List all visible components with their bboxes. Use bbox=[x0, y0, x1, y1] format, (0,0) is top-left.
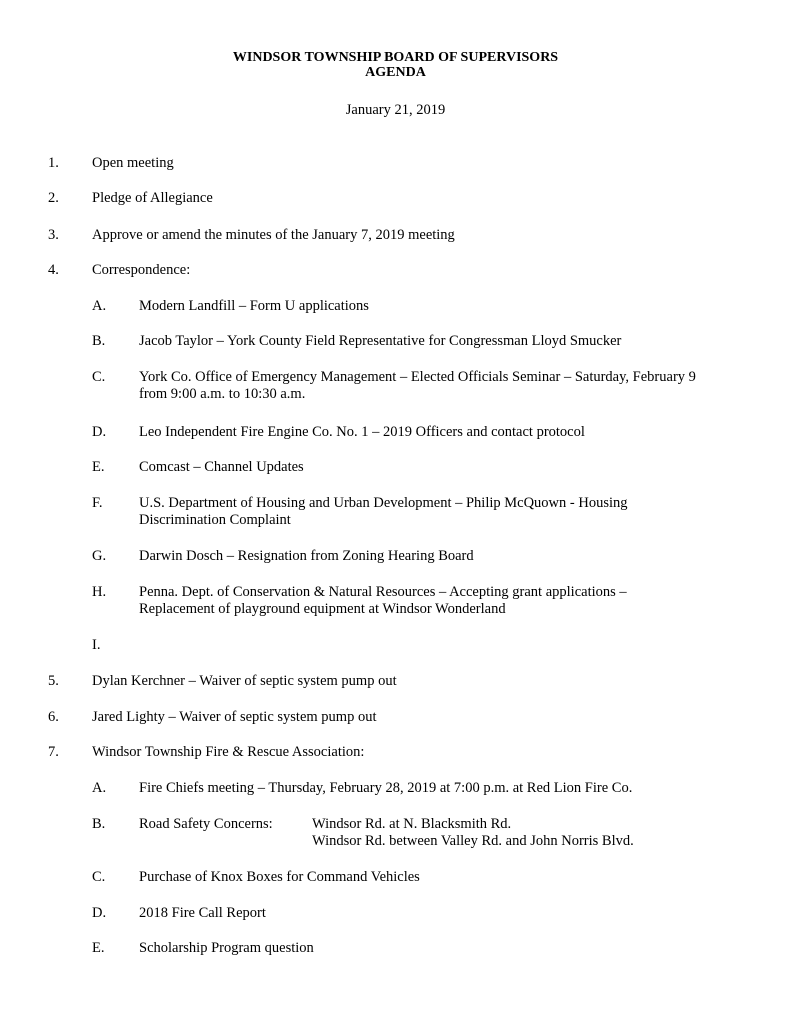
item-number: 5. bbox=[48, 673, 59, 689]
sub-item-text: Purchase of Knox Boxes for Command Vehicles bbox=[139, 869, 420, 885]
sub-item-text-continued: Replacement of playground equipment at Windsor Wonderland bbox=[139, 601, 506, 617]
sub-item-letter: A. bbox=[92, 298, 107, 314]
sub-item-letter: H. bbox=[92, 584, 107, 600]
document-title: WINDSOR TOWNSHIP BOARD OF SUPERVISORS bbox=[232, 50, 559, 65]
sub-item-text: Modern Landfill – Form U applications bbox=[139, 298, 369, 314]
item-number: 4. bbox=[48, 262, 59, 278]
sub-item-letter: C. bbox=[92, 369, 106, 385]
sub-item-letter: D. bbox=[92, 424, 107, 440]
sub-item-text: 2018 Fire Call Report bbox=[139, 905, 266, 921]
document-subtitle: AGENDA bbox=[365, 65, 426, 80]
sub-item-letter: B. bbox=[92, 816, 106, 832]
sub-item-letter: I. bbox=[92, 637, 101, 653]
sub-item-text: Jacob Taylor – York County Field Representative for Congressman Lloyd Smucker bbox=[139, 333, 622, 349]
item-number: 2. bbox=[48, 190, 59, 206]
sub-item-letter: G. bbox=[92, 548, 107, 564]
sub-item-letter: E. bbox=[92, 459, 105, 475]
item-number: 7. bbox=[48, 744, 59, 760]
item-text: Jared Lighty – Waiver of septic system pump out bbox=[92, 709, 377, 725]
meeting-date: January 21, 2019 bbox=[345, 102, 446, 118]
sub-item-text: Comcast – Channel Updates bbox=[139, 459, 304, 475]
item-number: 6. bbox=[48, 709, 59, 725]
sub-item-text: U.S. Department of Housing and Urban Development – Philip McQuown - Housing bbox=[139, 495, 628, 511]
sub-item-text: Fire Chiefs meeting – Thursday, February 28, 2019 at 7:00 p.m. at Red Lion Fire Co. bbox=[139, 780, 633, 796]
item-text: Approve or amend the minutes of the January 7, 2019 meeting bbox=[92, 227, 455, 243]
item-text: Windsor Township Fire & Rescue Association: bbox=[92, 744, 365, 760]
sub-item-text-continued: Discrimination Complaint bbox=[139, 512, 291, 528]
sub-item-text: Penna. Dept. of Conservation & Natural Resources – Accepting grant applications – bbox=[139, 584, 627, 600]
item-text: Open meeting bbox=[92, 155, 174, 171]
sub-item-letter: B. bbox=[92, 333, 106, 349]
sub-item-letter: D. bbox=[92, 905, 107, 921]
road-location: Windsor Rd. at N. Blacksmith Rd. bbox=[312, 816, 512, 832]
sub-item-letter: F. bbox=[92, 495, 103, 511]
item-text: Correspondence: bbox=[92, 262, 191, 278]
item-number: 3. bbox=[48, 227, 59, 243]
sub-item-text: Darwin Dosch – Resignation from Zoning Hearing Board bbox=[139, 548, 474, 564]
sub-item-letter: C. bbox=[92, 869, 106, 885]
sub-item-text: Road Safety Concerns: bbox=[139, 816, 273, 832]
sub-item-letter: E. bbox=[92, 940, 105, 956]
item-text: Pledge of Allegiance bbox=[92, 190, 213, 206]
sub-item-text-continued: from 9:00 a.m. to 10:30 a.m. bbox=[139, 386, 306, 402]
item-number: 1. bbox=[48, 155, 59, 171]
sub-item-text: Leo Independent Fire Engine Co. No. 1 – 2019 Officers and contact protocol bbox=[139, 424, 585, 440]
road-location: Windsor Rd. between Valley Rd. and John Norris Blvd. bbox=[312, 833, 634, 849]
item-text: Dylan Kerchner – Waiver of septic system pump out bbox=[92, 673, 397, 689]
sub-item-text: York Co. Office of Emergency Management – Elected Officials Seminar – Saturday, February 9 bbox=[139, 369, 696, 385]
sub-item-text: Scholarship Program question bbox=[139, 940, 314, 956]
sub-item-letter: A. bbox=[92, 780, 107, 796]
